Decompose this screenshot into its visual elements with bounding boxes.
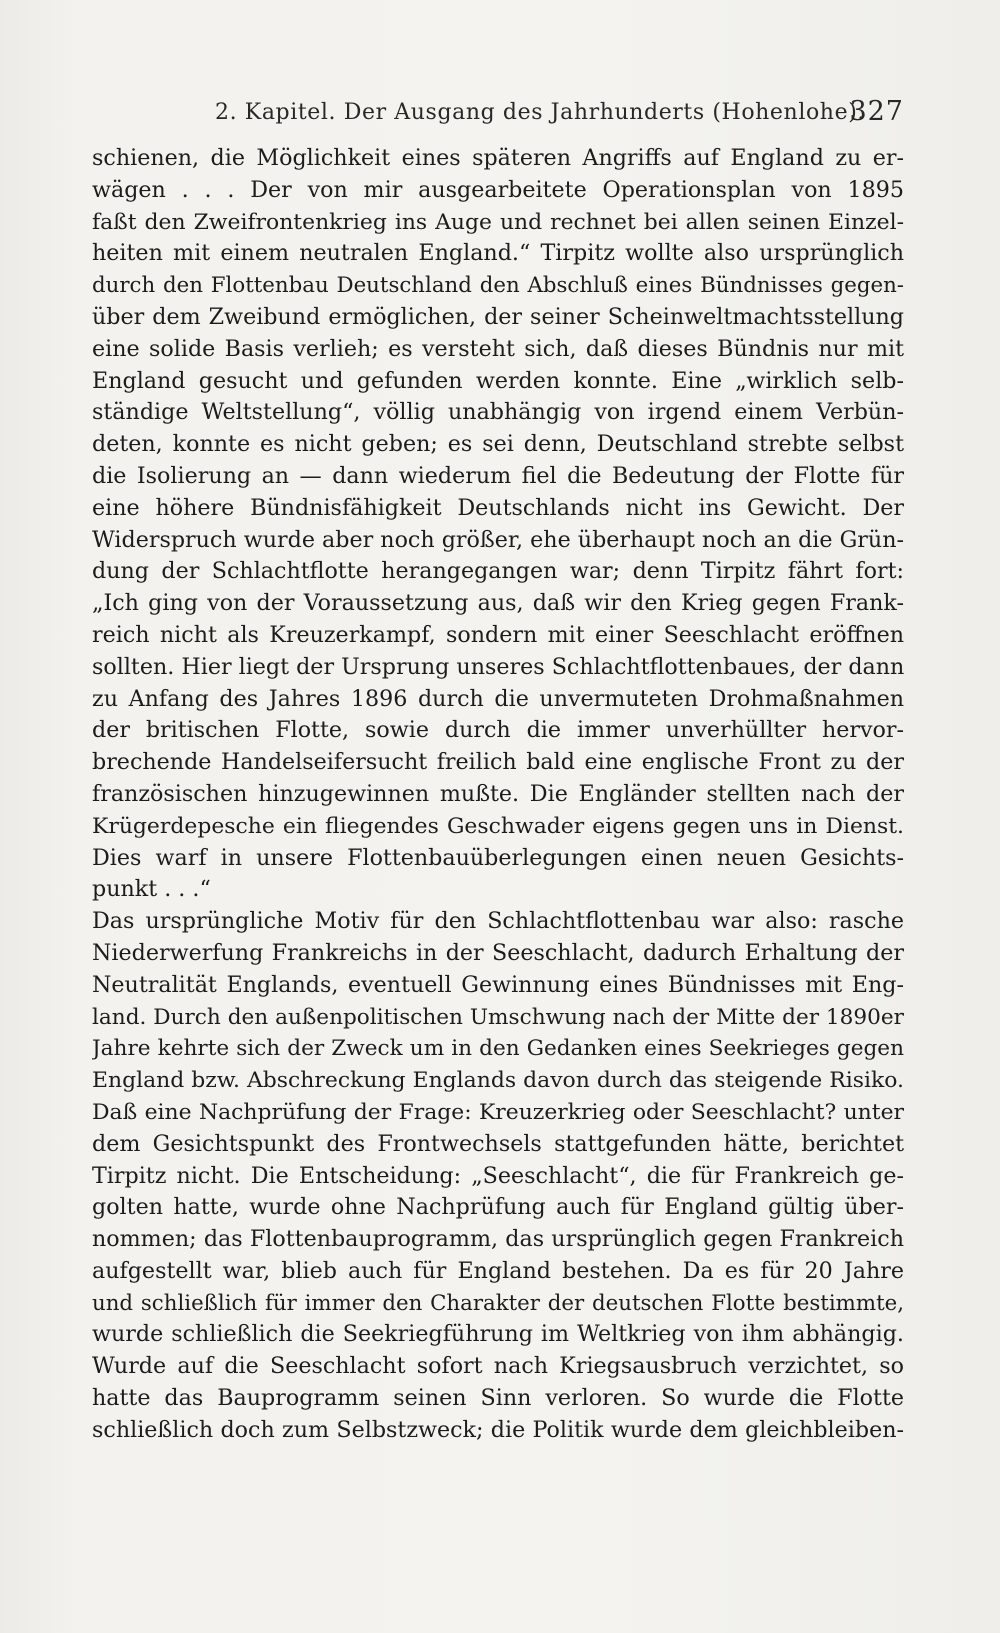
text-line: eine höhere Bündnisfähigkeit Deutschlands nicht ins Gewicht. Der [92, 494, 904, 521]
text-line: eine solide Basis verlieh; es versteht sich, daß dieses Bündnis nur mit [92, 335, 904, 362]
text-line: Neutralität Englands, eventuell Gewinnung eines Bündnisses mit Eng- [92, 971, 904, 998]
text-line: zu Anfang des Jahres 1896 durch die unvermuteten Drohmaßnahmen [92, 685, 904, 712]
text-line: Widerspruch wurde aber noch größer, ehe überhaupt noch an die Grün- [92, 526, 904, 553]
text-line: Jahre kehrte sich der Zweck um in den Gedanken eines Seekrieges gegen [92, 1036, 904, 1062]
text-line: Wurde auf die Seeschlacht sofort nach Kriegsausbruch verzichtet, so [92, 1353, 904, 1380]
text-line: Niederwerfung Frankreichs in der Seeschlacht, dadurch Erhaltung der [92, 939, 904, 966]
text-line: dung der Schlachtflotte herangegangen war; denn Tirpitz fährt fort: [92, 558, 904, 585]
page-header [92, 96, 904, 132]
text-line: England gesucht und gefunden werden konnte. Eine „wirklich selb- [92, 367, 904, 394]
text-line: Dies warf in unsere Flottenbauüberlegungen einen neuen Gesichts- [92, 844, 904, 871]
text-line: sollten. Hier liegt der Ursprung unseres Schlachtflottenbaues, der dann [92, 653, 904, 680]
text-line: schließlich doch zum Selbstzweck; die Politik wurde dem gleichbleiben- [92, 1416, 904, 1443]
body-text [92, 143, 904, 1447]
text-line: brechende Handelseifersucht freilich bald eine englische Front zu der [92, 749, 904, 776]
text-line: Das ursprüngliche Motiv für den Schlachtflottenbau war also: rasche [92, 908, 904, 935]
running-head: 2. Kapitel. Der Ausgang des Jahrhunderts (Hohenlohe). [215, 100, 865, 125]
text-line: Tirpitz nicht. Die Entscheidung: „Seeschlacht“, die für Frankreich ge- [92, 1162, 904, 1189]
text-line: faßt den Zweifrontenkrieg ins Auge und rechnet bei allen seinen Einzel- [92, 209, 904, 235]
text-line: über dem Zweibund ermöglichen, der seiner Scheinweltmachtsstellung [92, 303, 904, 330]
text-line: schienen, die Möglichkeit eines späteren Angriffs auf England zu er- [92, 145, 904, 171]
text-line: aufgestellt war, blieb auch für England bestehen. Da es für 20 Jahre [92, 1257, 904, 1284]
text-line: England bzw. Abschreckung Englands davon durch das steigende Risiko. [92, 1068, 904, 1094]
text-line: durch den Flottenbau Deutschland den Abschluß eines Bündnisses gegen- [92, 273, 904, 299]
text-line: ständige Weltstellung“, völlig unabhängig von irgend einem Verbün- [92, 399, 904, 426]
text-line: heiten mit einem neutralen England.“ Tirpitz wollte also ursprünglich [92, 240, 904, 267]
text-line: land. Durch den außenpolitischen Umschwung nach der Mitte der 1890er [92, 1004, 904, 1030]
text-line: Daß eine Nachprüfung der Frage: Kreuzerkrieg oder Seeschlacht? unter [92, 1099, 904, 1125]
text-line: nommen; das Flottenbauprogramm, das ursprünglich gegen Frankreich [92, 1226, 904, 1253]
text-line: wurde schließlich die Seekriegführung im Weltkrieg von ihm abhängig. [92, 1321, 904, 1348]
text-line: dem Gesichtspunkt des Frontwechsels stattgefunden hätte, berichtet [92, 1130, 904, 1157]
text-line: der britischen Flotte, sowie durch die immer unverhüllter hervor- [92, 717, 904, 744]
text-line: deten, konnte es nicht geben; es sei denn, Deutschland strebte selbst [92, 431, 904, 458]
text-line: und schließlich für immer den Charakter der deutschen Flotte bestimmte, [92, 1290, 904, 1316]
text-line: golten hatte, wurde ohne Nachprüfung auch für England gültig über- [92, 1194, 904, 1221]
text-line: „Ich ging von der Voraussetzung aus, daß wir den Krieg gegen Frank- [92, 590, 904, 617]
text-line: französischen hinzugewinnen mußte. Die Engländer stellten nach der [92, 780, 904, 807]
text-line: wägen . . . Der von mir ausgearbeitete Operationsplan von 1895 [92, 176, 904, 203]
text-line: reich nicht als Kreuzerkampf, sondern mit einer Seeschlacht eröffnen [92, 621, 904, 648]
text-line: punkt . . .“ [92, 876, 211, 903]
text-line: die Isolierung an — dann wiederum fiel die Bedeutung der Flotte für [92, 462, 904, 489]
text-line: Krügerdepesche ein fliegendes Geschwader eigens gegen uns in Dienst. [92, 813, 904, 839]
text-line: hatte das Bauprogramm seinen Sinn verloren. So wurde die Flotte [92, 1385, 904, 1412]
page-number: 327 [849, 96, 904, 127]
